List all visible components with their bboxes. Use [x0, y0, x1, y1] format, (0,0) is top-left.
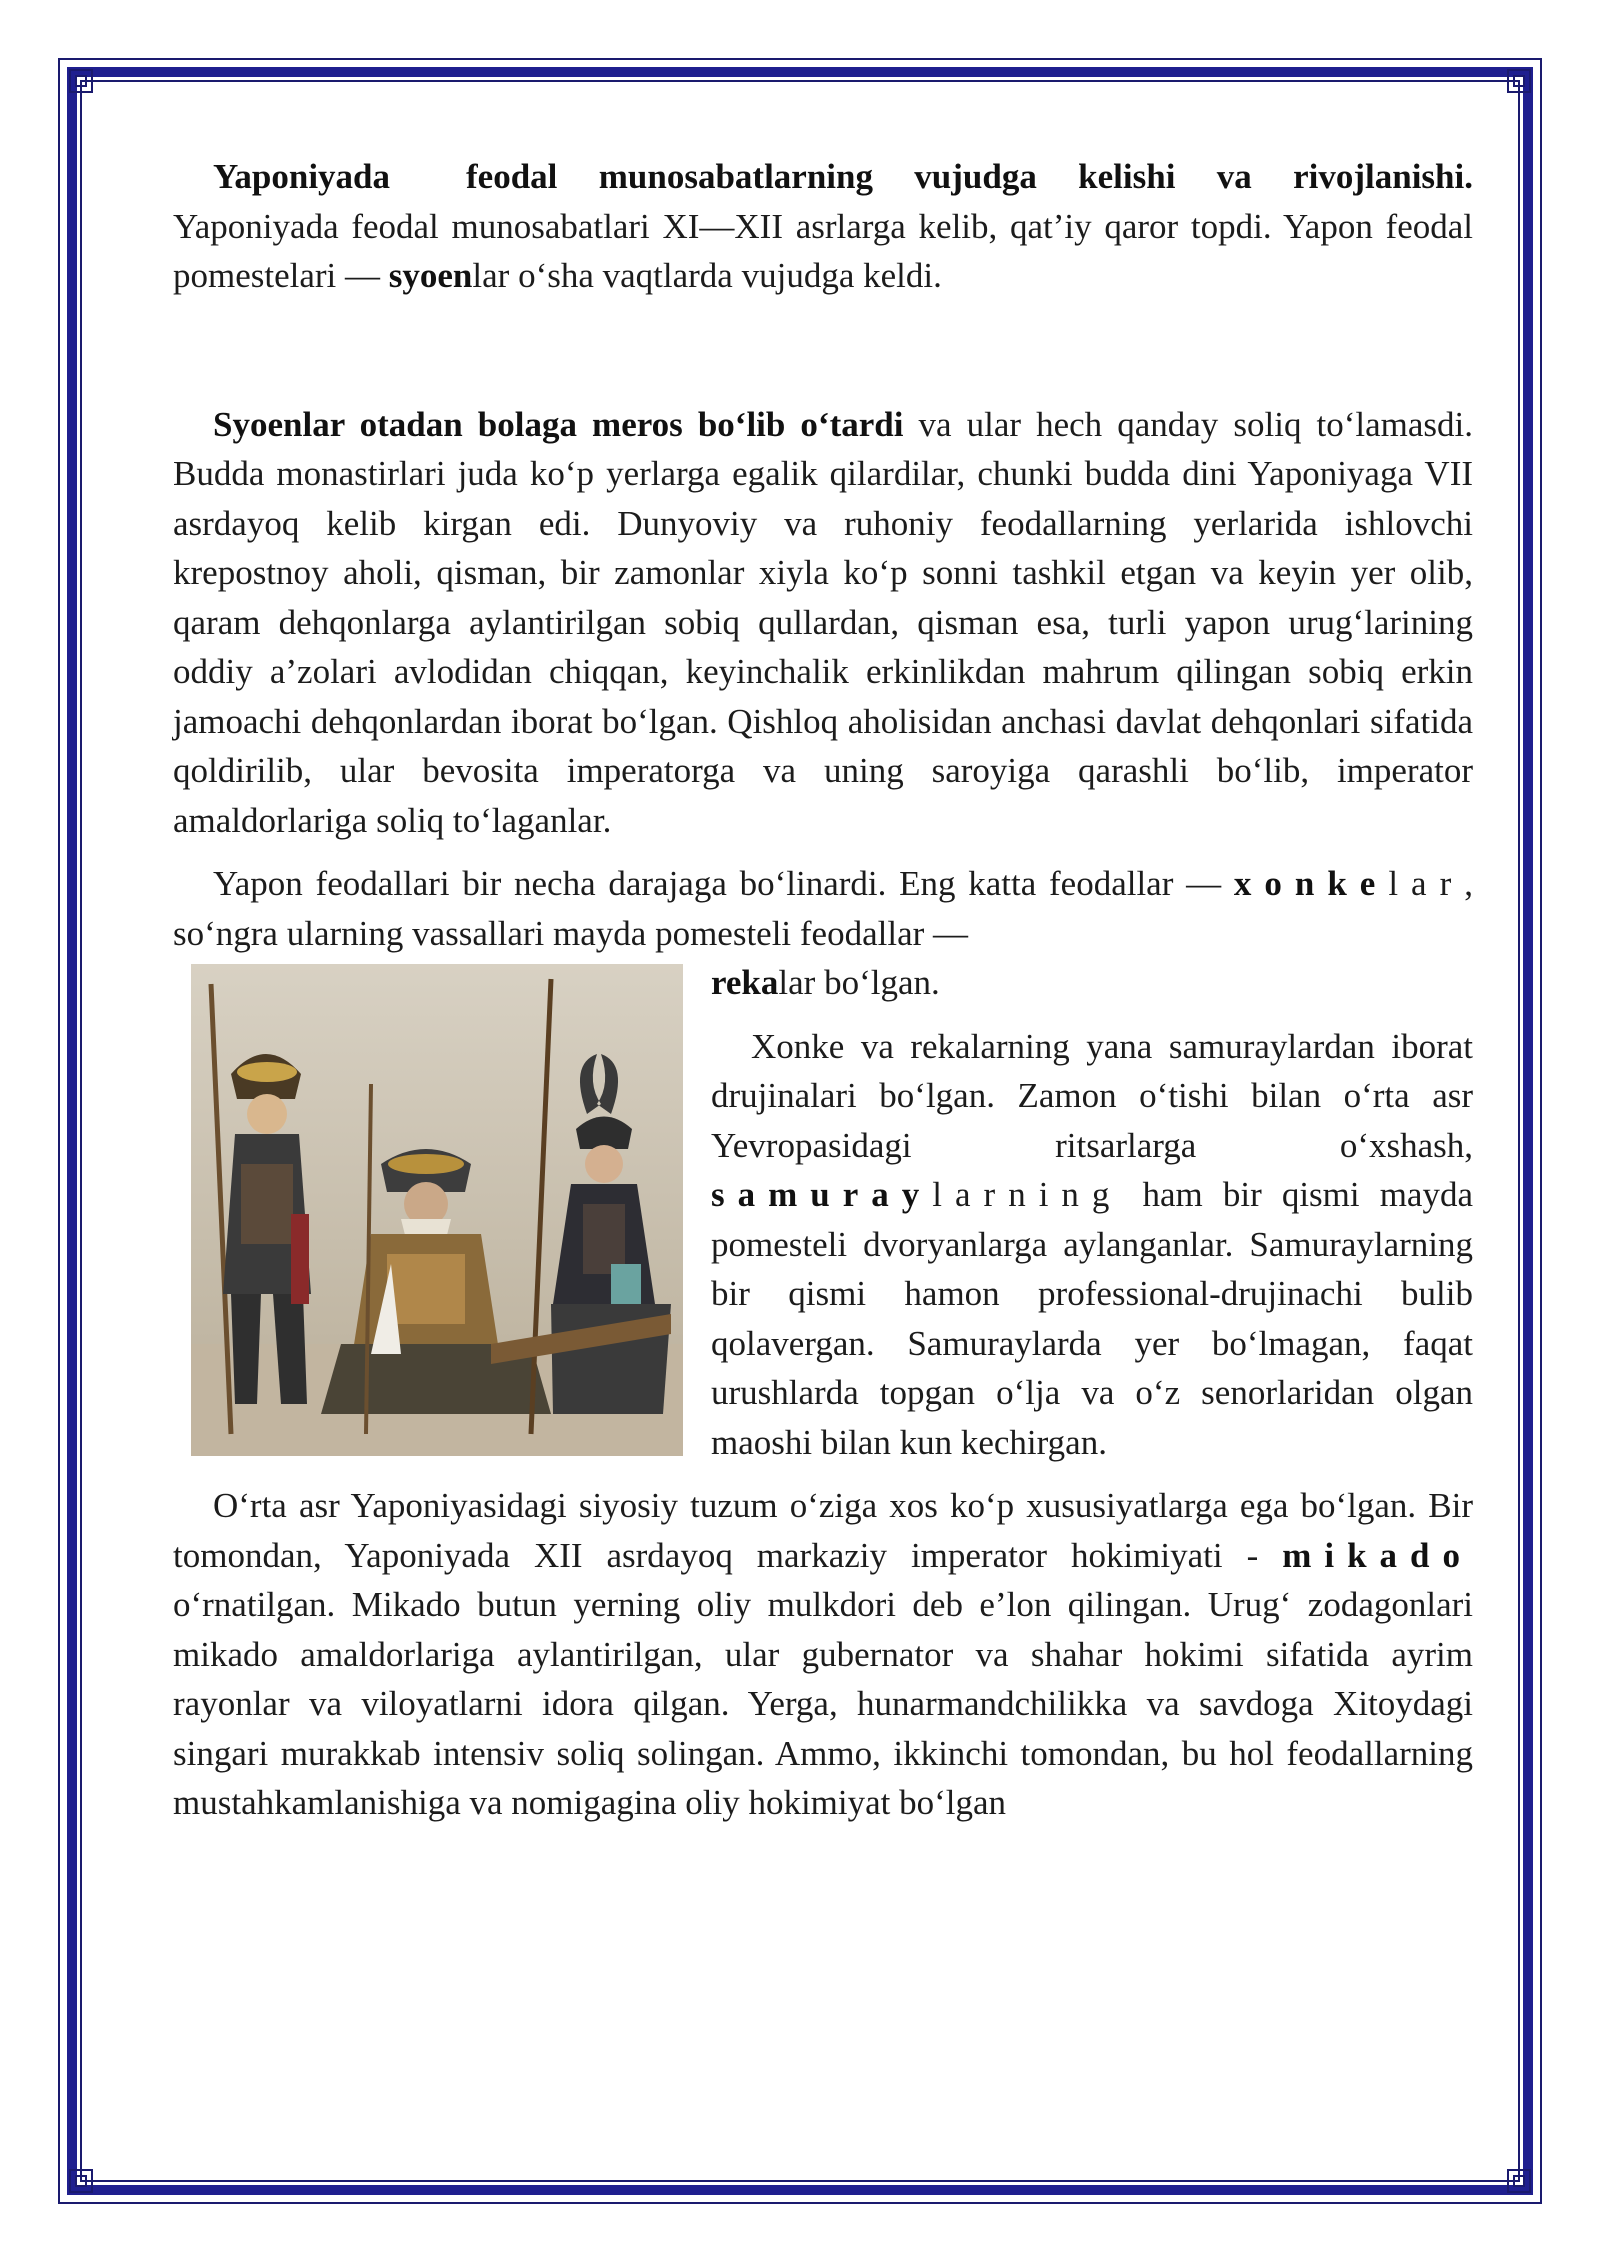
paragraph-feudal-ranks: Yapon feodallari bir necha darajaga bo‘linardi. Eng katta feodallar — xonkelar, so‘ngra ularning vassallari mayda pomesteli feodallar — [173, 864, 1473, 953]
term-samuray: samuray [711, 1175, 933, 1214]
paragraph-syoen: Syoenlar otadan bolaga meros bo‘lib o‘tardi va ular hech qanday soliq to‘lamasdi. Budda monastirlari juda ko‘p yerlarga egalik qilardilar, chunki budda dini Yaponiyaga VII asrdayoq kelib kirgan edi. Dunyoviy va ruhoniy feodallarning yerlarida ishlovchi krepostnoy aholi, qisman, bir zamonlar xiyla ko‘p sonni tashkil etgan va keyin yer olib, qaram dehqonlarga aylantirilgan sobiq qullardan, qisman esa, turli yapon urug‘larining oddiy a’zolari avlodidan chiqqan, keyinchalik erkinlikdan mahrum qilingan sobiq erkin jamoachi dehqonlardan iborat bo‘lgan. Qishloq aholisidan anchasi davlat dehqonlari sifatida qoldirilib, ular bevosita imperatorga va uning saroyiga qarashli bo‘lib, imperator amaldorlariga soliq to‘laganlar. [173, 404, 1473, 840]
samurai-photo [191, 964, 683, 1456]
term-xonke: xonke [1233, 864, 1389, 903]
term-mikado: mikado [1282, 1535, 1473, 1575]
figure-wrap [173, 958, 1473, 1467]
document-body [173, 152, 1473, 1828]
corner-ornament-bottom-right [1500, 2162, 1534, 2196]
paragraph-intro: Yaponiyada feodal munosabatlarning vujudga kelishi va rivojlanishi. Yaponiyada feodal munosabatlari XI—XII asrlarga kelib, qat’iy qaror topdi. Yapon feodal pomestelari — syoenlar o‘sha vaqtlarda vujudga keldi. [173, 157, 1473, 295]
paragraph-samurai: Xonke va rekalarning yana samuraylardan iborat drujinalari bo‘lgan. Zamon o‘tishi bilan o‘rta asr Yevropasidagi ritsarlarga o‘xshash, samuraylarning ham bir qismi mayda pomesteli dvoryanlarga aylanganlar. Samuraylarning bir qismi hamon professional-drujinachi bulib qolavergan. Samuraylarda yer bo‘lmagan, faqat urushlarda topgan o‘lja va o‘z senorlaridan olgan maoshi bilan kun kechirgan. [711, 1026, 1473, 1462]
paragraph-lead: Syoenlar otadan bolaga meros bo‘lib o‘tardi [213, 404, 904, 444]
corner-ornament-top-left [66, 66, 100, 100]
term-reka: reka [711, 963, 779, 1002]
corner-ornament-bottom-left [66, 2162, 100, 2196]
section-heading: Yaponiyada feodal munosabatlarning vujudga kelishi va rivojlanishi. [213, 157, 1473, 196]
corner-ornament-top-right [1500, 66, 1534, 100]
paragraph-reka: rekalar bo‘lgan. [711, 963, 940, 1002]
paragraph-political-system: O‘rta asr Yaponiyasidagi siyosiy tuzum o‘ziga xos ko‘p xususiyatlarga ega bo‘lgan. Bir tomondan, Yaponiyada XII asrdayoq markaziy imperator hokimiyati - mikado o‘rnatilgan. Mikado butun yerning oliy mulkdori deb e’lon qilingan. Urug‘ zodagonlari mikado amaldorlariga aylantirilgan, ular gubernator va shahar hokimi sifatida ayrim rayonlar va viloyatlarni idora qilgan. Yerga, hunarmandchilikka va savdoga Xitoydagi singari murakkab intensiv soliq solingan. Ammo, ikkinchi tomondan, bu hol feodallarning mustahkamlanishiga va nomigagina oliy hokimiyat bo‘lgan [173, 1486, 1473, 1822]
term-syoen: syoen [388, 256, 473, 295]
